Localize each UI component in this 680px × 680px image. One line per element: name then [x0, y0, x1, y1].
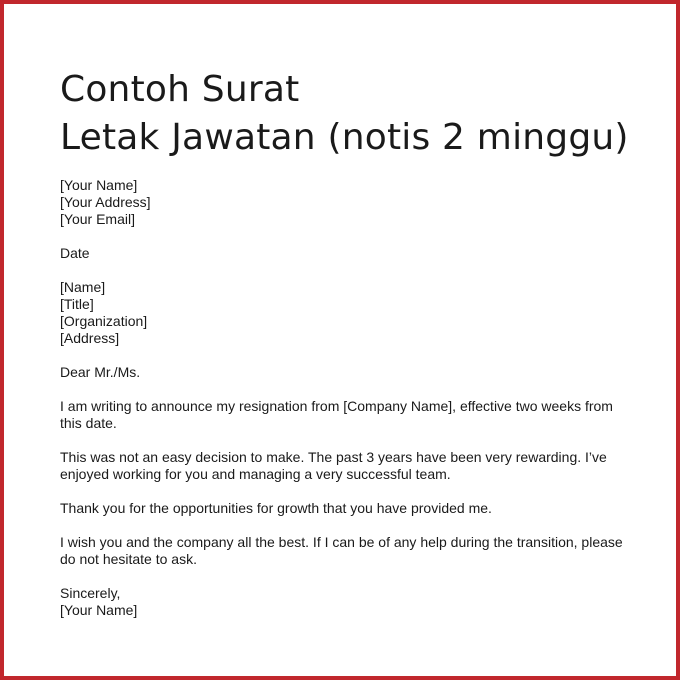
- recipient-title: [Title]: [60, 296, 94, 312]
- sender-address: [Your Address]: [60, 194, 151, 210]
- letter-body: [60, 177, 640, 636]
- paragraph-line: enjoyed working for you and managing a very successful team.: [60, 466, 451, 482]
- date-block: [60, 245, 640, 262]
- paragraph-resignation: [60, 398, 640, 432]
- recipient-block: [60, 279, 640, 347]
- sign-off: Sincerely,: [60, 585, 121, 601]
- sender-name: [Your Name]: [60, 177, 138, 193]
- signature-name: [Your Name]: [60, 602, 138, 618]
- paragraph-line: This was not an easy decision to make. The past 3 years have been very rewarding. I’ve: [60, 449, 607, 465]
- paragraph-thanks: [60, 500, 640, 517]
- paragraph-decision: [60, 449, 640, 483]
- paragraph-wishes: [60, 534, 640, 568]
- salutation: Dear Mr./Ms.: [60, 364, 141, 380]
- title-line-2: Letak Jawatan (notis 2 minggu): [60, 117, 629, 158]
- document-title: [60, 66, 629, 162]
- paragraph-line: do not hesitate to ask.: [60, 551, 197, 567]
- paragraph-line: I wish you and the company all the best. If I can be of any help during the transition, please: [60, 534, 623, 550]
- paragraph-line: Thank you for the opportunities for growth that you have provided me.: [60, 500, 492, 516]
- sender-email: [Your Email]: [60, 211, 135, 227]
- salutation-block: [60, 364, 640, 381]
- sender-block: [60, 177, 640, 228]
- paragraph-line: this date.: [60, 415, 117, 431]
- paragraph-line: I am writing to announce my resignation from [Company Name], effective two weeks from: [60, 398, 613, 414]
- title-line-1: Contoh Surat: [60, 69, 300, 110]
- letter-date: Date: [60, 245, 90, 261]
- recipient-name: [Name]: [60, 279, 106, 295]
- recipient-address: [Address]: [60, 330, 120, 346]
- closing-block: [60, 585, 640, 619]
- recipient-organization: [Organization]: [60, 313, 148, 329]
